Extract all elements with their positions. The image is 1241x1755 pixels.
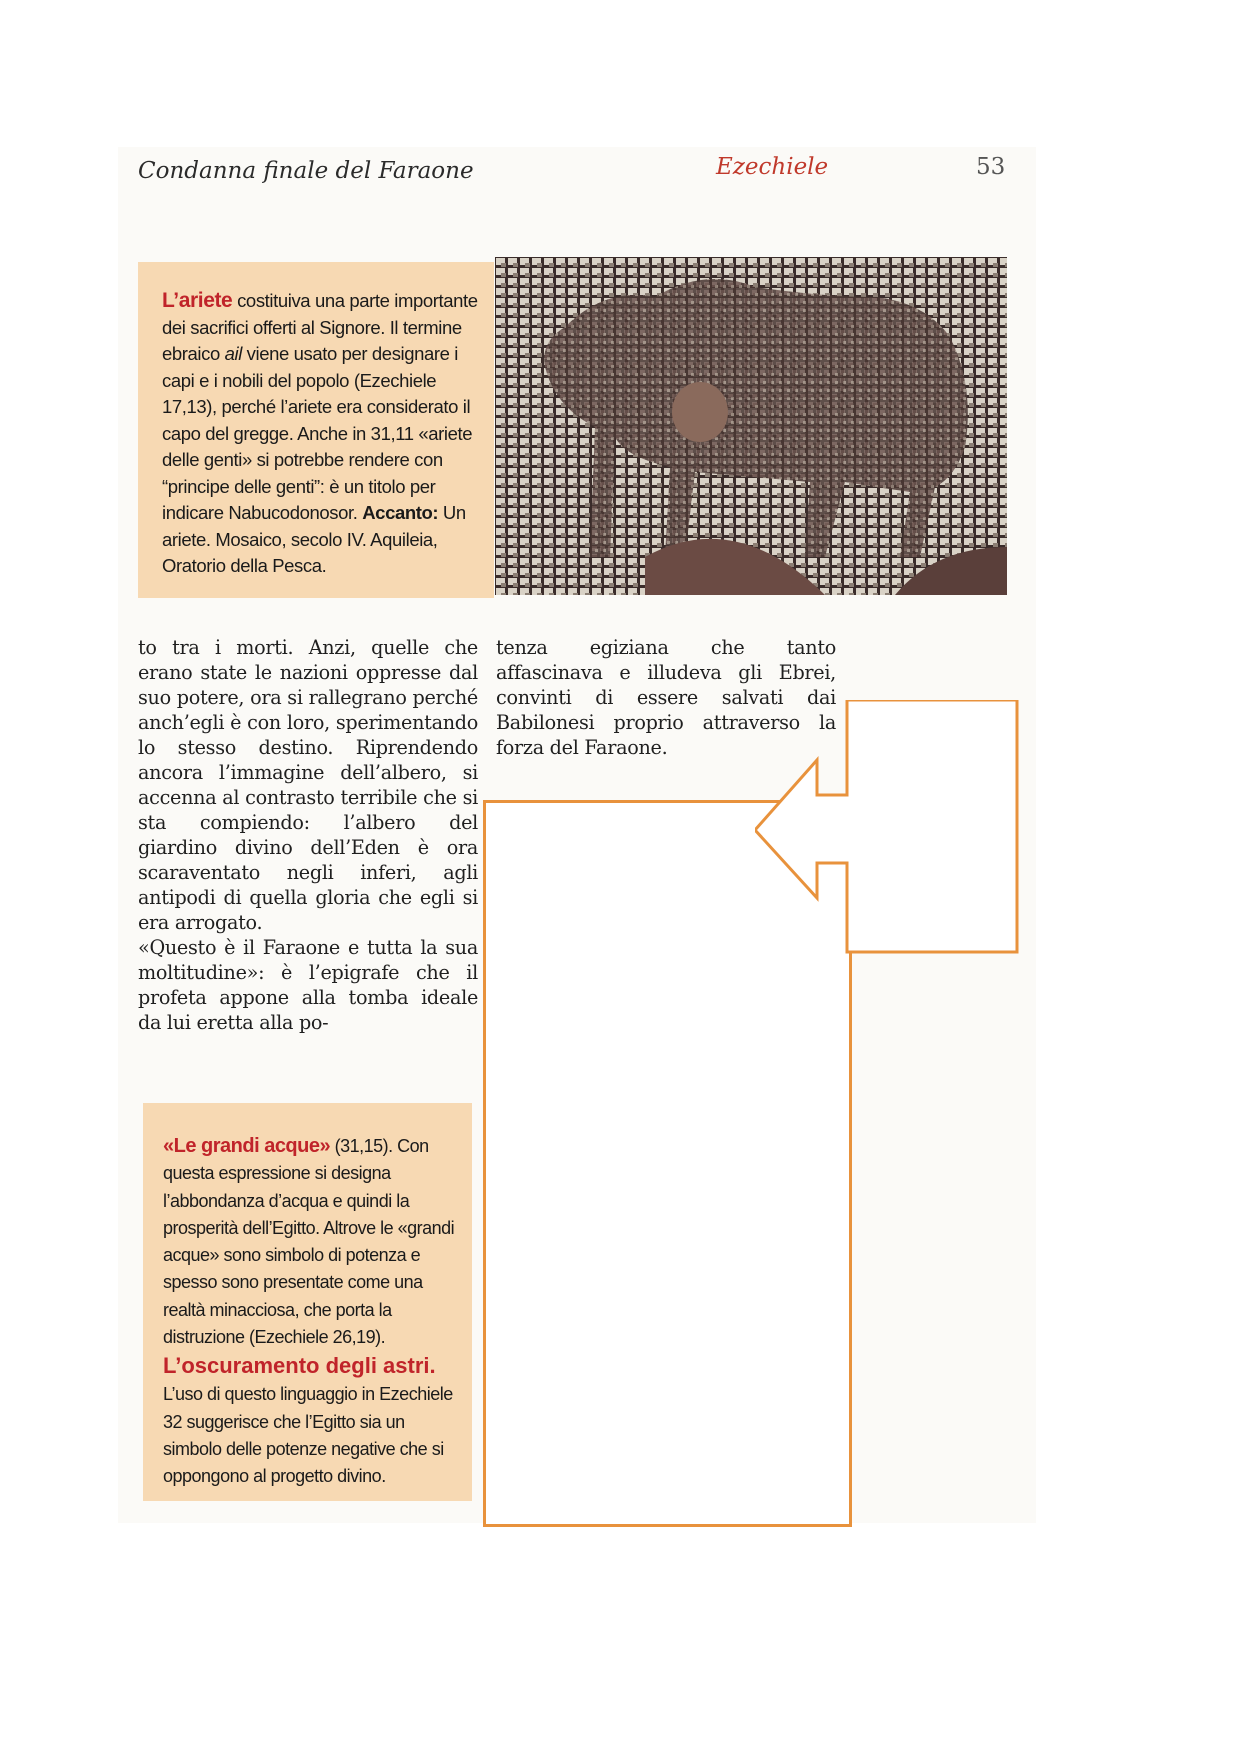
running-head-book: Ezechiele: [716, 154, 829, 180]
page-number: 53: [976, 154, 1006, 180]
box-text: L’uso di questo linguaggio in Ezechiele 32 suggerisce che l’Egitto sia un simbolo delle potenze negative che si oppongono al progetto divino.: [163, 1384, 453, 1487]
hebrew-word: ail: [224, 343, 242, 364]
box-term: L’ariete: [162, 289, 233, 312]
box-text: viene usato per designare i capi e i nobili del popolo (Ezechiele 17,13), perché l’ariete era considerato il capo del gregge. Anche in 31,11 «ariete delle genti» si potrebbe rendere con “principe delle genti”: è un titolo per indicare Nabucodonosor.: [162, 343, 473, 523]
caption-label: Accanto:: [362, 502, 439, 523]
running-head-section: Condanna finale del Faraone: [138, 158, 474, 184]
sidebar-box-ariete: [138, 262, 494, 598]
annotation-arrow-icon: [755, 700, 1025, 960]
paragraph: «Questo è il Faraone e tutta la sua moltitudine»: è l’epigrafe che il profeta appone alla tomba ideale da lui eretta alla po-: [138, 936, 478, 1034]
paragraph: tenza egiziana che tanto affascinava e illudeva gli Ebrei, convinti di essere salvati dai Babilonesi proprio attraverso la forza del Faraone.: [496, 636, 836, 759]
caption-text: Un ariete. Mosaico, secolo IV. Aquileia, Oratorio della Pesca.: [162, 502, 466, 576]
mosaic-ram-image: [495, 257, 1007, 595]
box-subhead: L’oscuramento degli astri.: [163, 1353, 436, 1379]
box-text: (31,15). Con questa espressione si designa l’abbondanza d’acqua e quindi la prosperità dell’Egitto. Altrove le «grandi acque» sono simbolo di potenza e spesso sono presentate come una realtà minacciosa, che porta la distruzione (Ezechiele 26,19).: [163, 1136, 455, 1348]
text-column-left: [138, 635, 478, 1035]
box-term: «Le grandi acque»: [163, 1135, 331, 1157]
paragraph: to tra i morti. Anzi, quelle che erano state le nazioni oppresse dal suo potere, ora si rallegrano perché anch’egli è con loro, sperimentando lo stesso destino. Riprendendo ancora l’immagine dell’albero, si accenna al contrasto terribile che si sta compiendo: l’albero del giardino divino dell’Eden è ora scaraventato negli inferi, agli antipodi di quella gloria che egli si era arrogato.: [138, 636, 478, 934]
box-text: costituiva una parte importante dei sacrifici offerti al Signore. Il termine ebraico: [162, 290, 478, 364]
sidebar-box-grandi-acque: [143, 1103, 472, 1501]
